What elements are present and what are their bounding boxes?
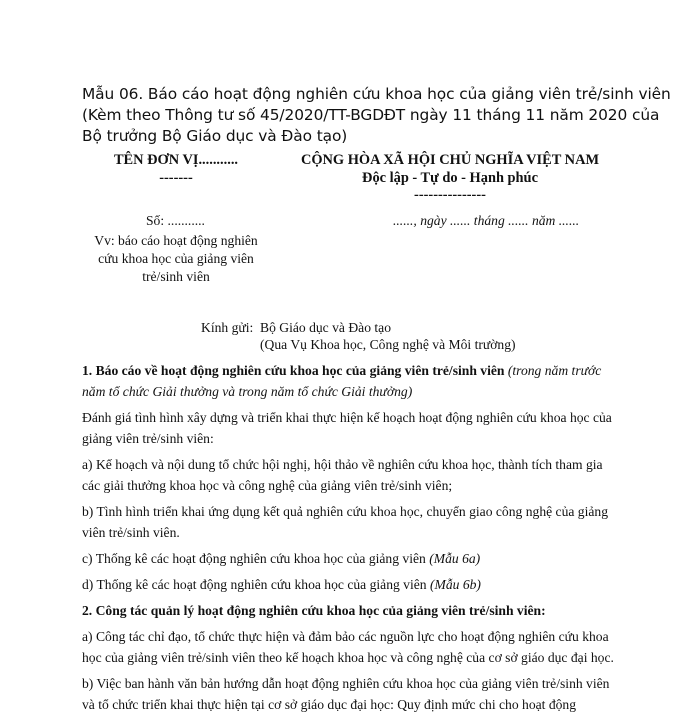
section-1-item-c: c) Thống kê các hoạt động nghiên cứu khoa học của giảng viên (Mẫu 6a) <box>82 551 481 566</box>
date-line: ......, ngày ...... tháng ...... năm ...... <box>393 213 580 228</box>
section-1-item-b: b) Tình hình triển khai ứng dụng kết quả nghiên cứu khoa học, chuyển giao công nghệ của giảng viên trẻ/sinh viên. <box>82 504 609 540</box>
document-header <box>82 84 671 147</box>
form-title: Mẫu 06. Báo cáo hoạt động nghiên cứu khoa học của giảng viên trẻ/sinh viên <box>82 85 671 103</box>
subject-line: cứu khoa học của giảng viên <box>98 251 254 266</box>
section-2-heading: 2. Công tác quản lý hoạt động nghiên cứu khoa học của giảng viên trẻ/sinh viên: <box>82 603 546 618</box>
recipient-note: (Qua Vụ Khoa học, Công nghệ và Môi trường) <box>260 337 516 352</box>
subject-line: Vv: báo cáo hoạt động nghiên <box>94 233 258 248</box>
subject-line: trẻ/sinh viên <box>142 269 210 284</box>
unit-dash: ------- <box>159 170 193 186</box>
section-2-item-a: a) Công tác chỉ đạo, tổ chức thực hiện và đảm bảo các nguồn lực cho hoạt động nghiên cứu khoa học của giảng viên trẻ/sinh viên theo kế hoạch khoa học và công nghệ của cơ sở giáo dục đại học. <box>82 629 614 665</box>
recipient-label: Kính gửi: <box>201 320 254 335</box>
motto-dash: --------------- <box>414 187 486 203</box>
section-1-heading: 1. Báo cáo về hoạt động nghiên cứu khoa học của giảng viên trẻ/sinh viên (trong năm trước năm tổ chức Giải thưởng và trong năm tổ chức Giải thưởng) <box>82 363 602 399</box>
country-name: CỘNG HÒA XÃ HỘI CHỦ NGHĨA VIỆT NAM <box>300 152 600 168</box>
document-number: Số: ........... <box>146 213 205 228</box>
recipient-line: Bộ Giáo dục và Đào tạo <box>260 320 391 335</box>
subject <box>76 232 276 286</box>
section-2-item-b: b) Việc ban hành văn bản hướng dẫn hoạt động nghiên cứu khoa học của giảng viên trẻ/sinh viên và tổ chức triển khai thực hiện tại cơ sở giáo dục đại học: Quy định mức chi cho hoạt động <box>82 676 610 712</box>
form-authority: Bộ trưởng Bộ Giáo dục và Đào tạo) <box>82 127 348 145</box>
report-body <box>82 360 622 715</box>
section-1-intro: Đánh giá tình hình xây dựng và triển khai thực hiện kế hoạch hoạt động nghiên cứu khoa học của giảng viên trẻ/sinh viên: <box>82 410 612 446</box>
section-1-item-a: a) Kế hoạch và nội dung tổ chức hội nghị, hội thảo về nghiên cứu khoa học, thành tích tham gia các giải thưởng khoa học và công nghệ của giảng viên trẻ/sinh viên; <box>82 457 603 493</box>
form-reference: (Kèm theo Thông tư số 45/2020/TT-BGDĐT ngày 11 tháng 11 năm 2020 của <box>82 106 660 124</box>
section-1-item-d: d) Thống kê các hoạt động nghiên cứu khoa học của giảng viên (Mẫu 6b) <box>82 577 481 592</box>
national-motto: Độc lập - Tự do - Hạnh phúc <box>362 170 538 186</box>
unit-name: TÊN ĐƠN VỊ........... <box>113 152 239 168</box>
